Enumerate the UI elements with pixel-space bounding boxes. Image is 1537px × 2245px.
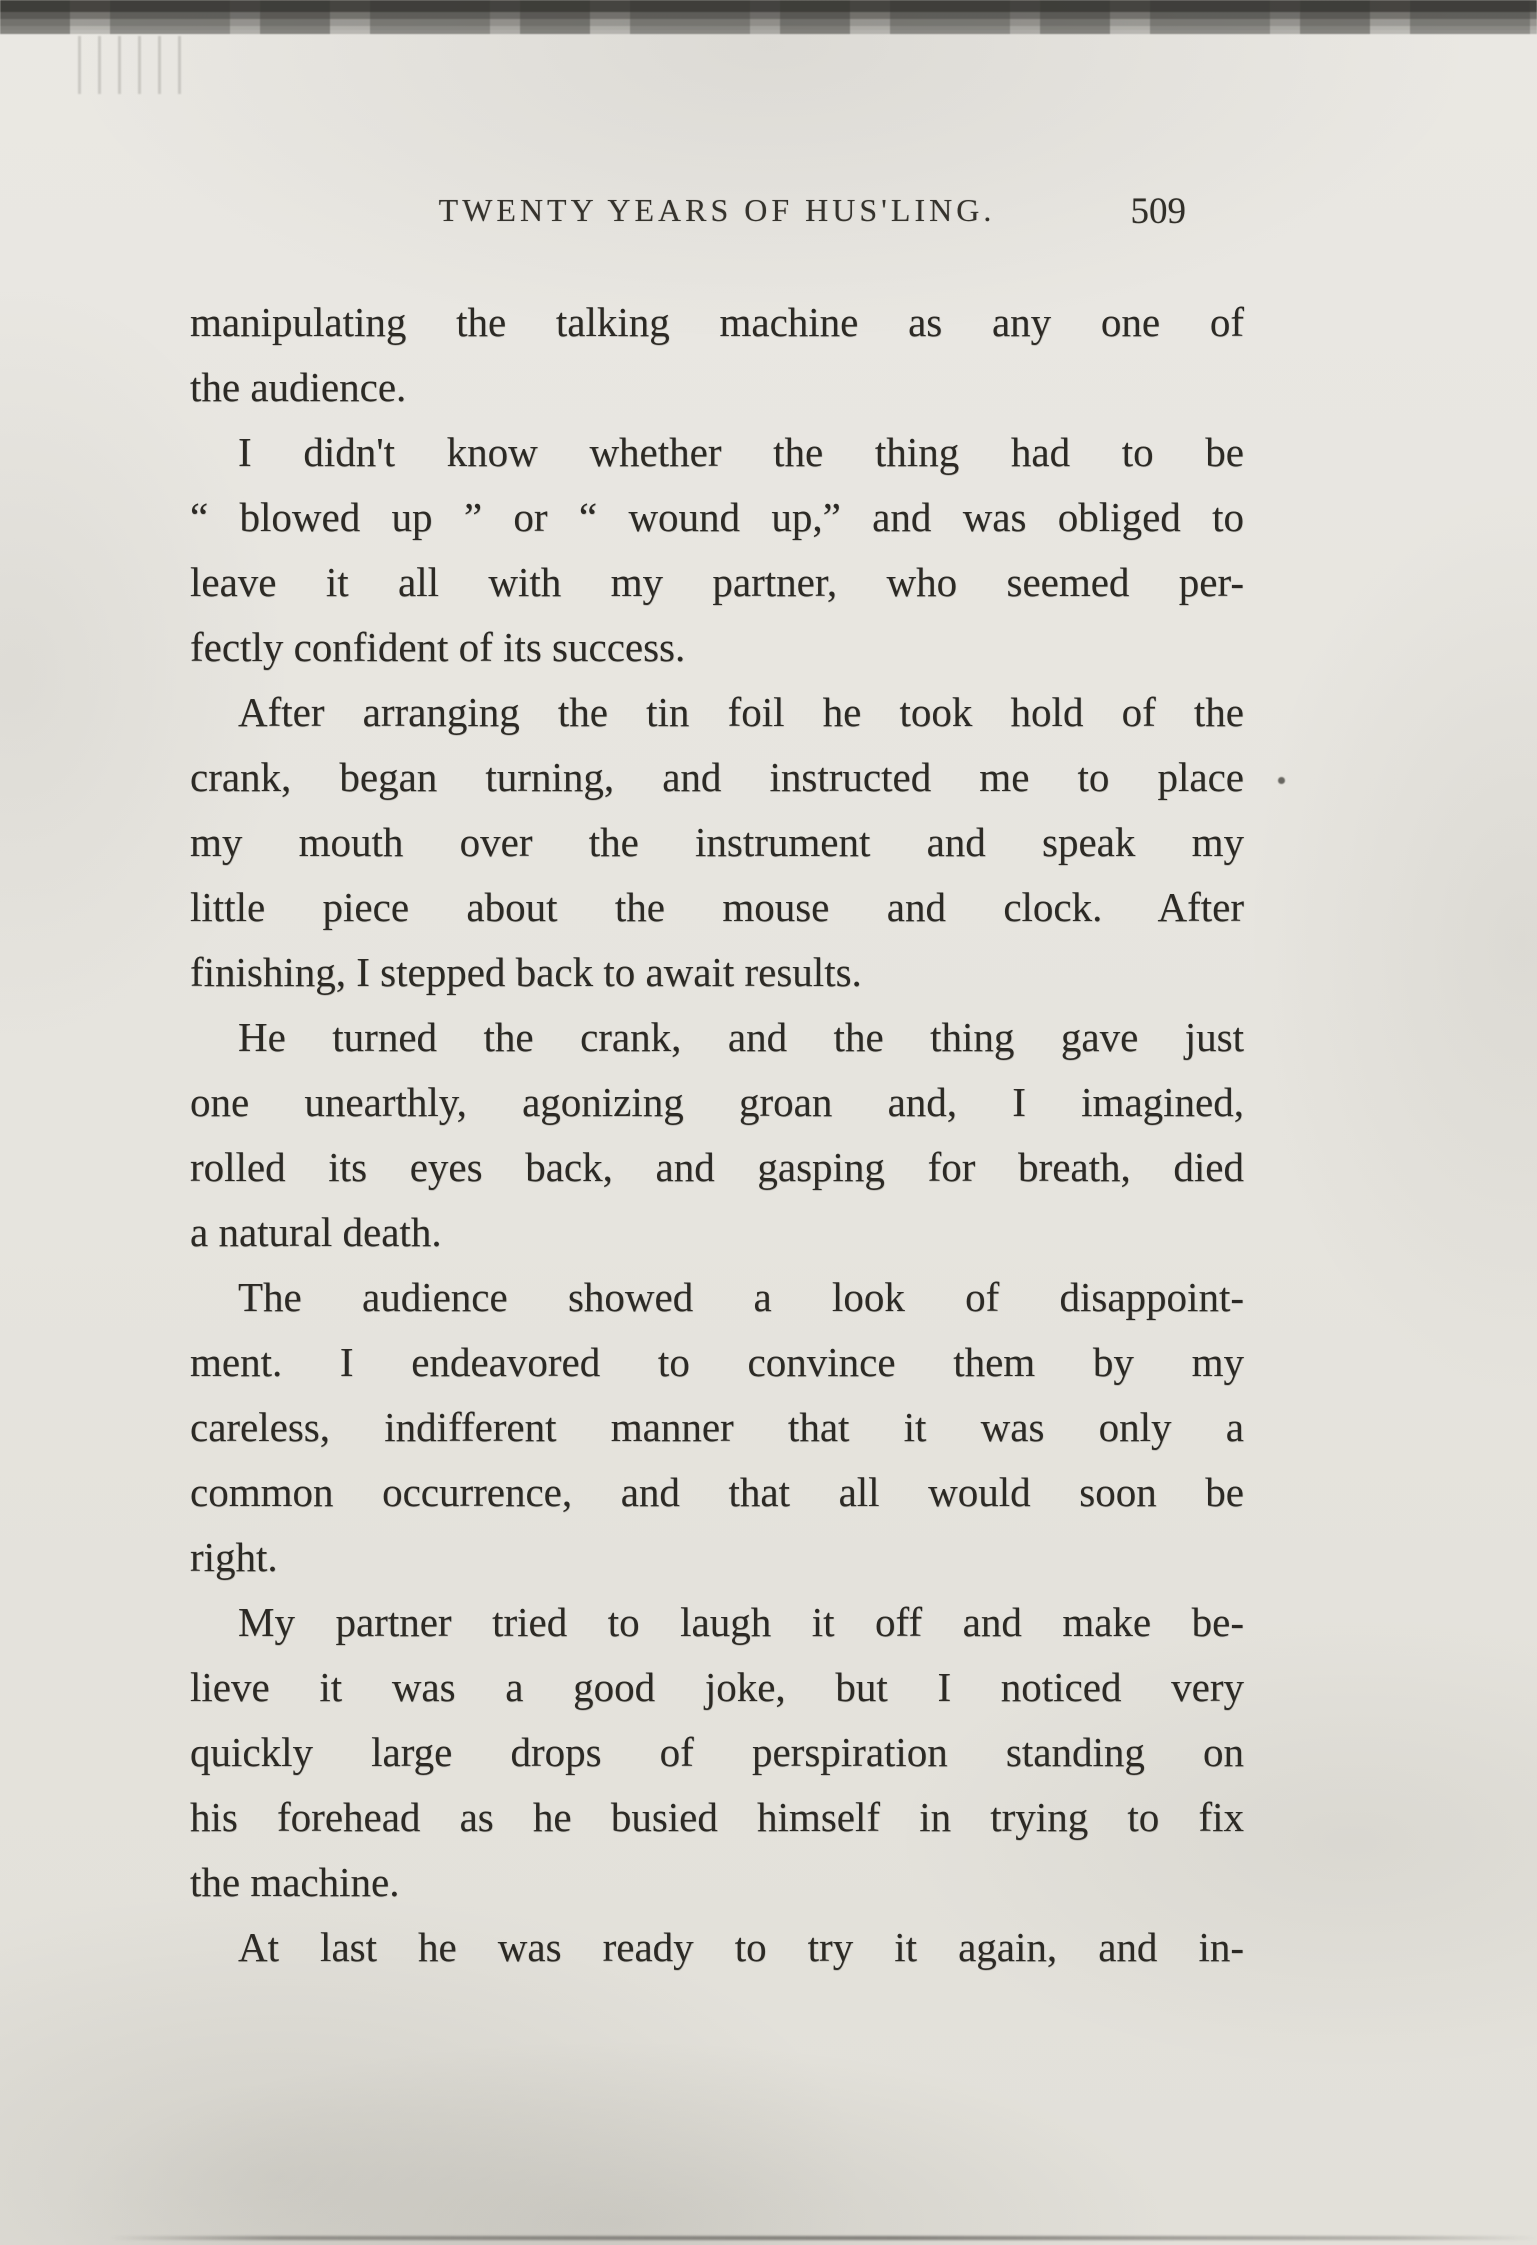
- text-line: finishing, I stepped back to await results.: [190, 949, 862, 995]
- scan-edge-artifact-bottom: [110, 2236, 1537, 2240]
- text-line: little piece about the mouse and clock. After: [190, 884, 1244, 930]
- running-head: [190, 192, 1244, 238]
- text-line: common occurrence, and that all would soon be: [190, 1469, 1244, 1515]
- text-line: rolled its eyes back, and gasping for breath, died: [190, 1144, 1244, 1190]
- text-line: the audience.: [190, 364, 407, 410]
- page-number: 509: [1130, 191, 1186, 232]
- text-line: crank, began turning, and instructed me to place: [190, 754, 1244, 800]
- paragraph: [190, 420, 1244, 680]
- text-line: “ blowed up ” or “ wound up,” and was obliged to: [190, 494, 1244, 540]
- text-line: one unearthly, agonizing groan and, I imagined,: [190, 1079, 1244, 1125]
- text-line: After arranging the tin foil he took hold of the: [238, 689, 1244, 735]
- paragraph: [190, 290, 1244, 420]
- text-line: The audience showed a look of disappoint-: [238, 1274, 1244, 1320]
- text-block: [190, 290, 1244, 1980]
- running-title: TWENTY YEARS OF HUS'LING.: [438, 192, 996, 228]
- text-line: fectly confident of its success.: [190, 624, 686, 670]
- text-line: My partner tried to laugh it off and make be-: [238, 1599, 1244, 1645]
- ink-dot-artifact: [1278, 777, 1285, 784]
- paragraph: [190, 1265, 1244, 1590]
- paragraph: [190, 680, 1244, 1005]
- text-line: leave it all with my partner, who seemed per-: [190, 559, 1244, 605]
- text-line: quickly large drops of perspiration standing on: [190, 1729, 1244, 1775]
- text-line: manipulating the talking machine as any one of: [190, 299, 1244, 345]
- paragraph: [190, 1915, 1244, 1980]
- paragraph: [190, 1590, 1244, 1915]
- text-line: the machine.: [190, 1859, 400, 1905]
- paragraph: [190, 1005, 1244, 1265]
- text-line: lieve it was a good joke, but I noticed very: [190, 1664, 1244, 1710]
- text-line: careless, indifferent manner that it was only a: [190, 1404, 1244, 1450]
- text-line: a natural death.: [190, 1209, 442, 1255]
- text-line: right.: [190, 1534, 278, 1580]
- scan-edge-artifact-top: [0, 0, 1537, 34]
- scan-artifact-marks: [78, 36, 188, 94]
- text-line: my mouth over the instrument and speak my: [190, 819, 1244, 865]
- text-line: He turned the crank, and the thing gave just: [238, 1014, 1244, 1060]
- text-line: I didn't know whether the thing had to be: [238, 429, 1244, 475]
- text-line: his forehead as he busied himself in trying to fix: [190, 1794, 1244, 1840]
- text-line: At last he was ready to try it again, and in-: [238, 1924, 1244, 1970]
- text-line: ment. I endeavored to convince them by my: [190, 1339, 1244, 1385]
